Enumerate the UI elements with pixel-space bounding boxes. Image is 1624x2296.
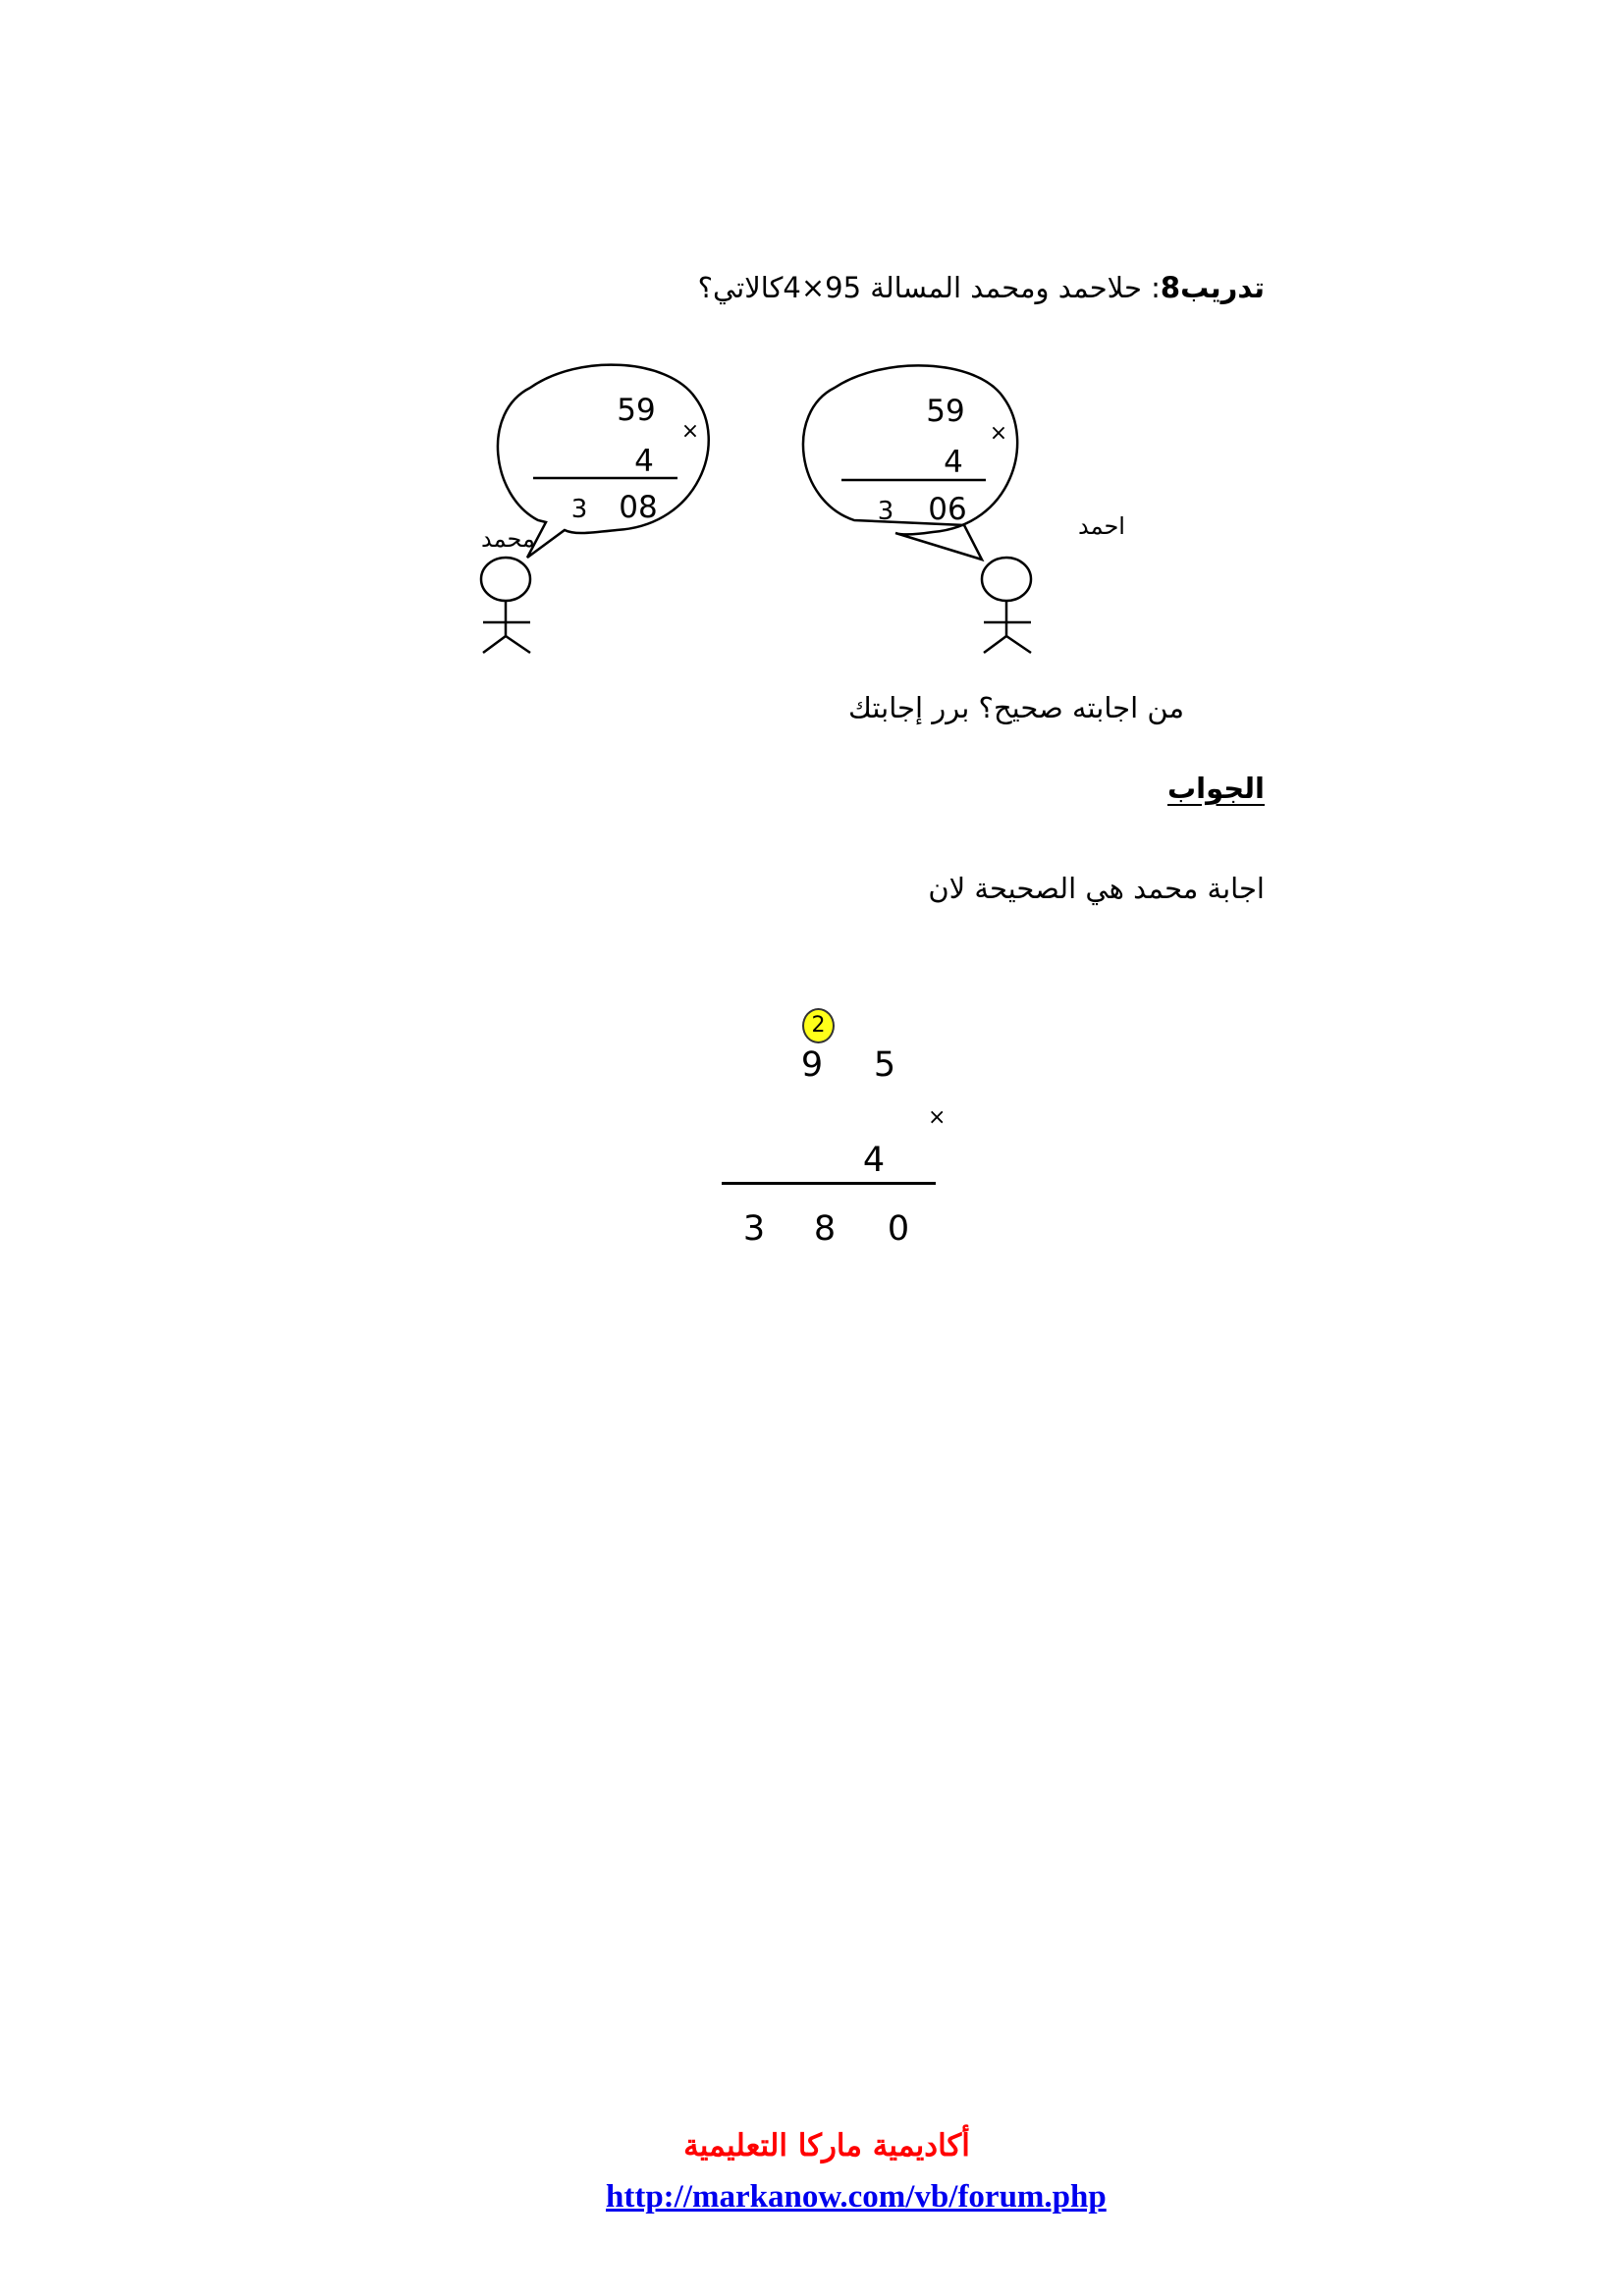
ahmed-stick-figure bbox=[982, 558, 1031, 653]
calc-times-sign: × bbox=[928, 1105, 947, 1130]
calc-multiplier: 4 bbox=[862, 1141, 886, 1180]
footer-forum-link[interactable]: http://markanow.com/vb/forum.php bbox=[606, 2179, 1107, 2215]
calc-top-tens: 9 bbox=[800, 1045, 824, 1085]
exercise-text: : حلاحمد ومحمد المسالة 95×4كالاتي؟ bbox=[697, 271, 1161, 304]
ahmed-multiplier: 4 bbox=[944, 445, 963, 480]
calc-divider-line bbox=[722, 1182, 936, 1185]
calc-top-units: 5 bbox=[873, 1045, 896, 1085]
mohammed-stick-figure bbox=[481, 558, 530, 653]
mohammed-name: محمد bbox=[481, 525, 535, 553]
calc-result-units: 0 bbox=[887, 1209, 910, 1249]
mohammed-multiplier: 4 bbox=[634, 444, 654, 479]
answer-text: اجابة محمد هي الصحيحة لان bbox=[928, 872, 1265, 905]
question-text: من اجابته صحيح؟ برر إجابتك bbox=[847, 691, 1184, 724]
carry-digit-circle: 2 bbox=[802, 1008, 835, 1043]
calc-result-tens: 8 bbox=[813, 1209, 837, 1249]
calc-result-hundreds: 3 bbox=[742, 1209, 766, 1249]
mohammed-result-carry: 3 bbox=[570, 495, 588, 524]
mohammed-top-number: 59 bbox=[617, 393, 656, 428]
ahmed-top-number: 59 bbox=[926, 394, 965, 429]
mohammed-result-digits: 08 bbox=[619, 490, 658, 525]
footer-academy-name: أكاديمية ماركا التعليمية bbox=[683, 2128, 970, 2163]
ahmed-speech-bubble bbox=[803, 365, 1017, 560]
ahmed-result-carry: 3 bbox=[877, 497, 894, 526]
ahmed-name: احمد bbox=[1078, 512, 1125, 540]
ahmed-result-digits: 06 bbox=[928, 492, 967, 527]
exercise-label: تدريب8 bbox=[1160, 271, 1265, 304]
mohammed-times-sign: × bbox=[680, 419, 700, 444]
ahmed-times-sign: × bbox=[989, 421, 1008, 446]
answer-heading: الجواب bbox=[1167, 772, 1265, 805]
